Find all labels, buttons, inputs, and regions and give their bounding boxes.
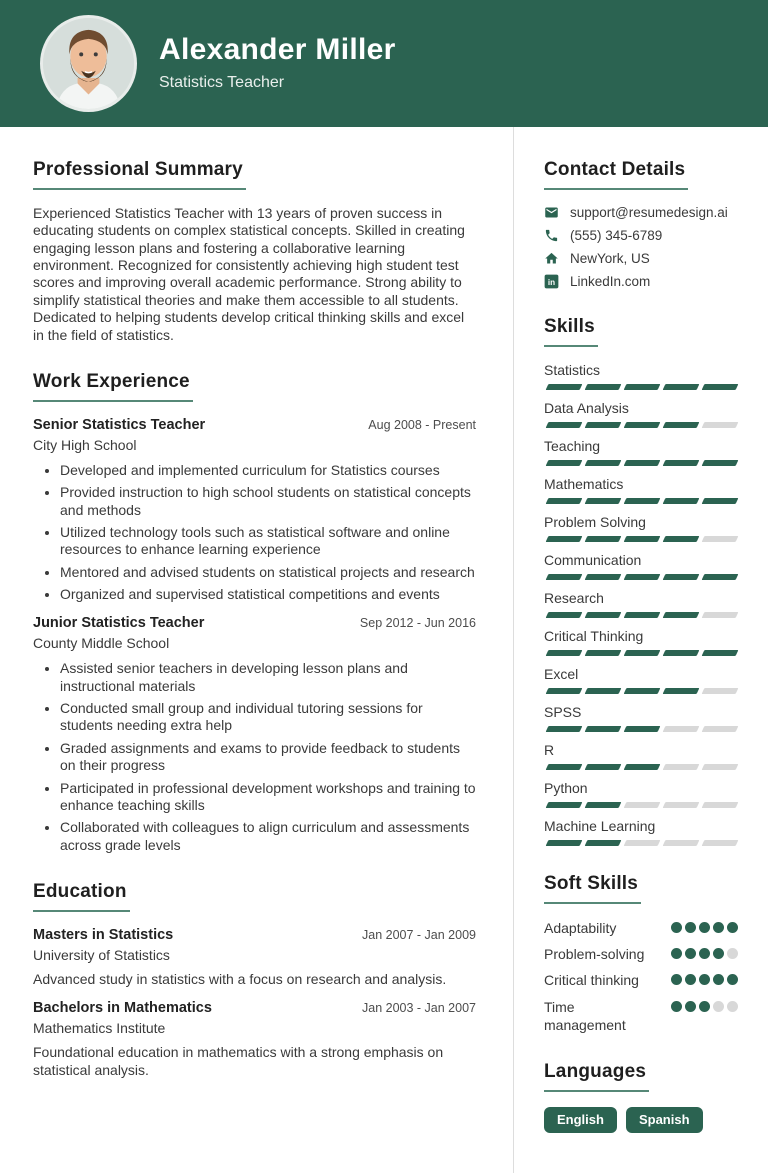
- skill-segment-filled: [546, 384, 583, 390]
- skill-item: [544, 590, 738, 618]
- skill-name: Problem Solving: [544, 514, 646, 530]
- skill-segment-filled: [663, 688, 700, 694]
- skill-segment-filled: [624, 384, 661, 390]
- skill-name: R: [544, 742, 555, 758]
- home-icon: [544, 251, 559, 266]
- rating-dot-filled: [727, 922, 738, 933]
- skill-segment-empty: [702, 422, 739, 428]
- rating-dot-filled: [671, 948, 682, 959]
- skill-segment-empty: [702, 688, 739, 694]
- skill-level-bar: [544, 688, 738, 694]
- skill-item: [544, 552, 738, 580]
- bullet-item: • Provided instruction to high school students on statistical concepts and methods: [60, 484, 476, 519]
- rating-dot-filled: [671, 974, 682, 985]
- rating-dot-filled: [699, 922, 710, 933]
- bullet-item: • Organized and supervised statistical competitions and events: [60, 586, 476, 603]
- skill-name: Mathematics: [544, 476, 624, 492]
- contact-text: NewYork, US: [570, 251, 650, 266]
- soft-skill-item: [544, 998, 738, 1034]
- education-dates: Jan 2003 - Jan 2007: [362, 1001, 476, 1016]
- skill-segment-filled: [585, 422, 622, 428]
- skill-segment-filled: [663, 536, 700, 542]
- skills-heading: Skills: [544, 316, 598, 347]
- skill-level-bar: [544, 574, 738, 580]
- left-column: [0, 127, 513, 1173]
- skill-segment-filled: [585, 650, 622, 656]
- skill-segment-filled: [663, 574, 700, 580]
- rating-dot-empty: [727, 1001, 738, 1012]
- bullet-item: • Developed and implemented curriculum for Statistics courses: [60, 462, 476, 479]
- skill-segment-empty: [702, 840, 739, 846]
- skill-segment-filled: [624, 612, 661, 618]
- candidate-name: Alexander Miller: [159, 33, 396, 66]
- skill-segment-filled: [585, 612, 622, 618]
- skill-level-bar: [544, 764, 738, 770]
- job-list: [33, 417, 476, 854]
- skill-item: [544, 438, 738, 466]
- skill-item: [544, 514, 738, 542]
- skill-segment-empty: [663, 764, 700, 770]
- education-description: Advanced study in statistics with a focus on research and analysis.: [33, 970, 447, 987]
- skill-item: [544, 780, 738, 808]
- education-heading: Education: [33, 881, 130, 912]
- school-name: University of Statistics: [33, 946, 170, 963]
- soft-skill-name: Problem-solving: [544, 946, 645, 963]
- degree-title: Bachelors in Mathematics: [33, 1000, 212, 1017]
- skill-segment-empty: [663, 726, 700, 732]
- contact-text[interactable]: support@resumedesign.ai: [570, 205, 728, 220]
- summary-text: Experienced Statistics Teacher with 13 years of proven success in educating students on complex statistical concepts. Skilled in creating engaging lesson plans and fostering a collaborative learning environment. Recognized for consistently achieving high student test scores and improving overall academic performance. Strong ability to simplify statistical theories and make them accessible to all students. Dedicated to helping students develop critical thinking skills and excel in the field of statistics.: [33, 205, 465, 343]
- skill-item: [544, 742, 738, 770]
- skill-name: Critical Thinking: [544, 628, 644, 644]
- skill-name: Statistics: [544, 362, 601, 378]
- contact-text[interactable]: LinkedIn.com: [570, 274, 651, 289]
- job-header: [33, 417, 476, 433]
- skill-segment-filled: [585, 802, 622, 808]
- skill-segment-empty: [702, 802, 739, 808]
- skill-level-bar: [544, 726, 738, 732]
- section-languages: [544, 1061, 738, 1133]
- job-title: Senior Statistics Teacher: [33, 416, 206, 433]
- profile-photo: [40, 15, 137, 112]
- skill-segment-filled: [546, 650, 583, 656]
- soft-skill-item: [544, 919, 738, 937]
- contact-item[interactable]: [544, 274, 738, 289]
- skill-segment-filled: [546, 764, 583, 770]
- soft-skills-heading: Soft Skills: [544, 873, 641, 904]
- right-column: [513, 127, 768, 1173]
- rating-dot-filled: [671, 1001, 682, 1012]
- soft-skill-name: Time management: [544, 998, 626, 1033]
- skill-segment-filled: [585, 764, 622, 770]
- job-dates: Aug 2008 - Present: [368, 417, 476, 432]
- skill-segment-filled: [546, 802, 583, 808]
- skill-segment-filled: [702, 384, 739, 390]
- section-skills: [544, 316, 738, 846]
- education-list: [33, 927, 476, 1079]
- contact-item[interactable]: [544, 205, 738, 220]
- skill-segment-filled: [624, 726, 661, 732]
- skill-item: [544, 818, 738, 846]
- skill-segment-filled: [663, 384, 700, 390]
- bullet-item: • Participated in professional development workshops and training to enhance teaching skills: [60, 780, 476, 815]
- language-list: [544, 1107, 738, 1133]
- skill-segment-filled: [663, 460, 700, 466]
- rating-dot-filled: [685, 922, 696, 933]
- skill-name: Teaching: [544, 438, 601, 454]
- skill-segment-filled: [585, 840, 622, 846]
- skill-name: Communication: [544, 552, 642, 568]
- section-education: [33, 881, 476, 1079]
- education-dates: Jan 2007 - Jan 2009: [362, 927, 476, 942]
- skill-segment-filled: [624, 422, 661, 428]
- skill-segment-filled: [585, 384, 622, 390]
- skill-segment-filled: [546, 460, 583, 466]
- section-contact: [544, 159, 738, 289]
- skill-segment-filled: [624, 650, 661, 656]
- skill-segment-empty: [663, 802, 700, 808]
- skill-segment-filled: [585, 498, 622, 504]
- skill-level-bar: [544, 612, 738, 618]
- rating-dot-empty: [713, 1001, 724, 1012]
- rating-dot-filled: [699, 974, 710, 985]
- rating-dot-empty: [727, 948, 738, 959]
- skill-level-bar: [544, 802, 738, 808]
- skill-segment-filled: [663, 422, 700, 428]
- skill-level-bar: [544, 650, 738, 656]
- skill-item: [544, 476, 738, 504]
- header-text: [159, 35, 396, 92]
- bullet-item: • Mentored and advised students on statistical projects and research: [60, 564, 476, 581]
- contact-text: (555) 345-6789: [570, 228, 663, 243]
- contact-item: [544, 228, 738, 243]
- skill-name: Data Analysis: [544, 400, 629, 416]
- skill-segment-filled: [624, 688, 661, 694]
- skill-segment-filled: [702, 460, 739, 466]
- skill-segment-empty: [702, 764, 739, 770]
- svg-text:in: in: [547, 277, 556, 287]
- rating-dot-filled: [685, 1001, 696, 1012]
- skill-segment-filled: [585, 460, 622, 466]
- rating-dot-filled: [713, 974, 724, 985]
- rating-dot-filled: [685, 948, 696, 959]
- skill-segment-empty: [702, 612, 739, 618]
- skill-name: SPSS: [544, 704, 582, 720]
- language-badge: English: [544, 1107, 617, 1133]
- skill-segment-filled: [702, 574, 739, 580]
- skill-segment-filled: [624, 460, 661, 466]
- skill-segment-filled: [585, 726, 622, 732]
- bullet-item: • Conducted small group and individual tutoring sessions for students needing extra help: [60, 700, 476, 735]
- education-header: [33, 927, 476, 943]
- skill-segment-filled: [624, 536, 661, 542]
- linkedin-icon: [544, 274, 559, 289]
- soft-skill-item: [544, 971, 738, 989]
- contact-heading: Contact Details: [544, 159, 688, 190]
- job-company: City High School: [33, 436, 137, 453]
- skill-level-bar: [544, 460, 738, 466]
- skill-segment-filled: [546, 688, 583, 694]
- soft-skill-dots: [671, 919, 738, 937]
- skill-segment-filled: [546, 726, 583, 732]
- email-icon: [544, 205, 559, 220]
- rating-dot-filled: [671, 922, 682, 933]
- job-entry: [33, 417, 476, 604]
- skill-segment-filled: [624, 498, 661, 504]
- job-header: [33, 615, 476, 631]
- phone-icon: [544, 228, 559, 243]
- skill-segment-empty: [663, 840, 700, 846]
- skill-list: [544, 362, 738, 846]
- school-name: Mathematics Institute: [33, 1020, 166, 1037]
- soft-skill-name: Critical thinking: [544, 972, 639, 989]
- skill-segment-filled: [585, 536, 622, 542]
- skill-segment-empty: [702, 536, 739, 542]
- skill-segment-filled: [663, 612, 700, 618]
- languages-heading: Languages: [544, 1061, 649, 1092]
- skill-segment-filled: [624, 574, 661, 580]
- candidate-title: Statistics Teacher: [159, 74, 285, 91]
- rating-dot-filled: [727, 974, 738, 985]
- education-entry: [33, 927, 476, 988]
- skill-segment-filled: [702, 650, 739, 656]
- bullet-item: • Collaborated with colleagues to align curriculum and assessments across grade levels: [60, 819, 476, 854]
- job-entry: [33, 615, 476, 854]
- skill-segment-filled: [546, 612, 583, 618]
- skill-segment-filled: [546, 422, 583, 428]
- soft-skill-item: [544, 945, 738, 963]
- job-dates: Sep 2012 - Jun 2016: [359, 616, 476, 631]
- skill-name: Excel: [544, 666, 579, 682]
- skill-item: [544, 362, 738, 390]
- bullet-item: • Graded assignments and exams to provide feedback to students on their progress: [60, 740, 476, 775]
- skill-name: Python: [544, 780, 588, 796]
- rating-dot-filled: [685, 974, 696, 985]
- education-header: [33, 1000, 476, 1016]
- skill-item: [544, 666, 738, 694]
- skill-segment-empty: [624, 802, 661, 808]
- skill-segment-empty: [624, 840, 661, 846]
- resume-header: [0, 0, 768, 127]
- skill-segment-empty: [702, 726, 739, 732]
- job-title: Junior Statistics Teacher: [33, 615, 205, 632]
- skill-segment-filled: [546, 536, 583, 542]
- degree-title: Masters in Statistics: [33, 926, 174, 943]
- rating-dot-filled: [699, 1001, 710, 1012]
- bullet-item: • Assisted senior teachers in developing lesson plans and instructional materials: [60, 660, 476, 695]
- rating-dot-filled: [699, 948, 710, 959]
- skill-level-bar: [544, 498, 738, 504]
- bullet-item: • Utilized technology tools such as statistical software and online resources to enhance learning experience: [60, 524, 476, 559]
- section-summary: [33, 159, 476, 344]
- skill-segment-filled: [546, 840, 583, 846]
- skill-item: [544, 704, 738, 732]
- education-description: Foundational education in mathematics with a strong emphasis on statistical analysis.: [33, 1044, 444, 1078]
- profile-photo-illustration: [43, 18, 134, 109]
- skill-segment-filled: [663, 650, 700, 656]
- skill-level-bar: [544, 840, 738, 846]
- soft-skill-name: Adaptability: [544, 920, 617, 936]
- soft-skill-dots: [671, 998, 738, 1034]
- skill-name: Research: [544, 590, 604, 606]
- skill-item: [544, 628, 738, 656]
- job-company: County Middle School: [33, 635, 170, 652]
- section-experience: [33, 371, 476, 854]
- contact-list: [544, 205, 738, 289]
- skill-segment-filled: [546, 498, 583, 504]
- skill-segment-filled: [702, 498, 739, 504]
- section-soft-skills: [544, 873, 738, 1034]
- rating-dot-filled: [713, 922, 724, 933]
- skill-level-bar: [544, 536, 738, 542]
- skill-item: [544, 400, 738, 428]
- skill-segment-filled: [585, 688, 622, 694]
- contact-item: [544, 251, 738, 266]
- skill-level-bar: [544, 422, 738, 428]
- resume-body: [0, 127, 768, 1173]
- soft-skill-dots: [671, 945, 738, 963]
- language-badge: Spanish: [626, 1107, 703, 1133]
- skill-name: Machine Learning: [544, 818, 656, 834]
- experience-heading: Work Experience: [33, 371, 193, 402]
- skill-segment-filled: [585, 574, 622, 580]
- rating-dot-filled: [713, 948, 724, 959]
- soft-skill-list: [544, 919, 738, 1034]
- summary-heading: Professional Summary: [33, 159, 246, 190]
- skill-segment-filled: [546, 574, 583, 580]
- education-entry: [33, 1000, 476, 1079]
- job-bullet-list: [33, 462, 476, 604]
- soft-skill-dots: [671, 971, 738, 989]
- skill-level-bar: [544, 384, 738, 390]
- skill-segment-filled: [624, 764, 661, 770]
- skill-segment-filled: [663, 498, 700, 504]
- job-bullet-list: [33, 660, 476, 854]
